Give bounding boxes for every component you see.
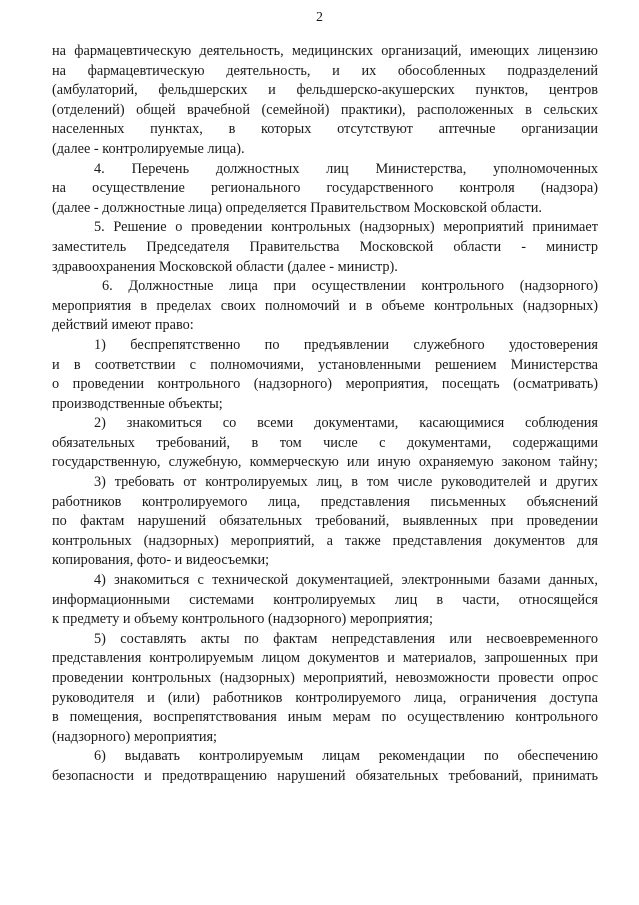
text-line: действий имеют право: xyxy=(52,317,194,334)
text-line: (далее - контролируемые лица). xyxy=(52,140,245,157)
text-line: (амбулаторий, фельдшерских и фельдшерско-акушерских пунктов, центров xyxy=(52,82,598,99)
text-line: на осуществление регионального государственного контроля (надзора) xyxy=(52,180,598,197)
text-line: к предмету и объему контрольного (надзорного) мероприятия; xyxy=(52,611,433,628)
text-line: контрольных (надзорных) мероприятий, а также представления документов для xyxy=(52,532,598,549)
text-line: 5) составлять акты по фактам непредставления или несвоевременного xyxy=(94,630,598,647)
page-number: 2 xyxy=(316,10,323,25)
paragraph xyxy=(52,277,598,336)
text-line: информационными системами контролируемых лиц в части, относящейся xyxy=(52,591,598,608)
text-line: о проведении контрольного (надзорного) мероприятия, посещать (осматривать) xyxy=(52,376,598,393)
text-line: руководителя и (или) работников контролируемого лица, ограничения доступа xyxy=(52,689,598,706)
text-line: безопасности и предотвращению нарушений обязательных требований, принимать xyxy=(52,767,598,784)
text-line: работников контролируемого лица, представления письменных объяснений xyxy=(52,493,598,510)
text-line: здравоохранения Московской области (далее - министр). xyxy=(52,258,398,275)
text-line: 4. Перечень должностных лиц Министерства, уполномоченных xyxy=(94,160,598,177)
text-line: 6. Должностные лица при осуществлении контрольного (надзорного) xyxy=(102,278,598,295)
text-line: представления контролируемым лицом документов и материалов, запрошенных при xyxy=(52,650,598,667)
text-line: (далее - должностные лица) определяется Правительством Московской области. xyxy=(52,199,542,216)
text-line: 1) беспрепятственно по предъявлении служебного удостоверения xyxy=(94,336,598,353)
text-line: в помещения, воспрепятствования иным мерам по осуществлению контрольного xyxy=(52,709,598,726)
text-line: 3) требовать от контролируемых лиц, в том числе руководителей и других xyxy=(94,474,598,491)
text-line: производственные объекты; xyxy=(52,395,223,412)
paragraph xyxy=(52,630,598,748)
text-line: населенных пунктах, в которых отсутствуют аптечные организации xyxy=(52,121,598,138)
text-line: и в соответствии с полномочиями, установленными решением Министерства xyxy=(52,356,598,373)
text-line: копирования, фото- и видеосъемки; xyxy=(52,552,270,569)
text-line: на фармацевтическую деятельность, медицинских организаций, имеющих лицензию xyxy=(52,43,598,59)
text-line: (надзорного) мероприятия; xyxy=(52,728,218,745)
text-line: на фармацевтическую деятельность, и их обособленных подразделений xyxy=(52,62,598,79)
paragraph xyxy=(52,571,598,630)
paragraph xyxy=(52,160,598,219)
text-line: проведении контрольных (надзорных) мероприятий, невозможности провести опрос xyxy=(52,670,598,686)
text-line: 5. Решение о проведении контрольных (надзорных) мероприятий принимает xyxy=(94,219,598,236)
paragraph xyxy=(52,747,598,786)
text-line: 6) выдавать контролируемым лицам рекомендации по обеспечению xyxy=(94,748,598,765)
paragraph xyxy=(52,473,598,571)
text-line: (отделений) общей врачебной (семейной) практики), расположенных в сельских xyxy=(52,101,598,118)
paragraph xyxy=(52,218,598,277)
text-line: заместитель Председателя Правительства Московской области - министр xyxy=(52,238,598,255)
document-body xyxy=(52,42,598,787)
text-line: 2) знакомиться со всеми документами, касающимися соблюдения xyxy=(94,415,598,432)
paragraph xyxy=(52,336,598,414)
text-line: обязательных требований, в том числе с документами, содержащими xyxy=(52,434,598,451)
text-line: по фактам нарушений обязательных требований, выявленных при проведении xyxy=(52,513,598,530)
text-line: мероприятия в пределах своих полномочий и в объеме контрольных (надзорных) xyxy=(52,297,598,314)
paragraph xyxy=(52,42,598,160)
text-line: государственную, служебную, коммерческую или иную охраняемую законом тайну; xyxy=(52,454,598,471)
text-line: 4) знакомиться с технической документацией, электронными базами данных, xyxy=(94,572,598,589)
paragraph xyxy=(52,414,598,473)
